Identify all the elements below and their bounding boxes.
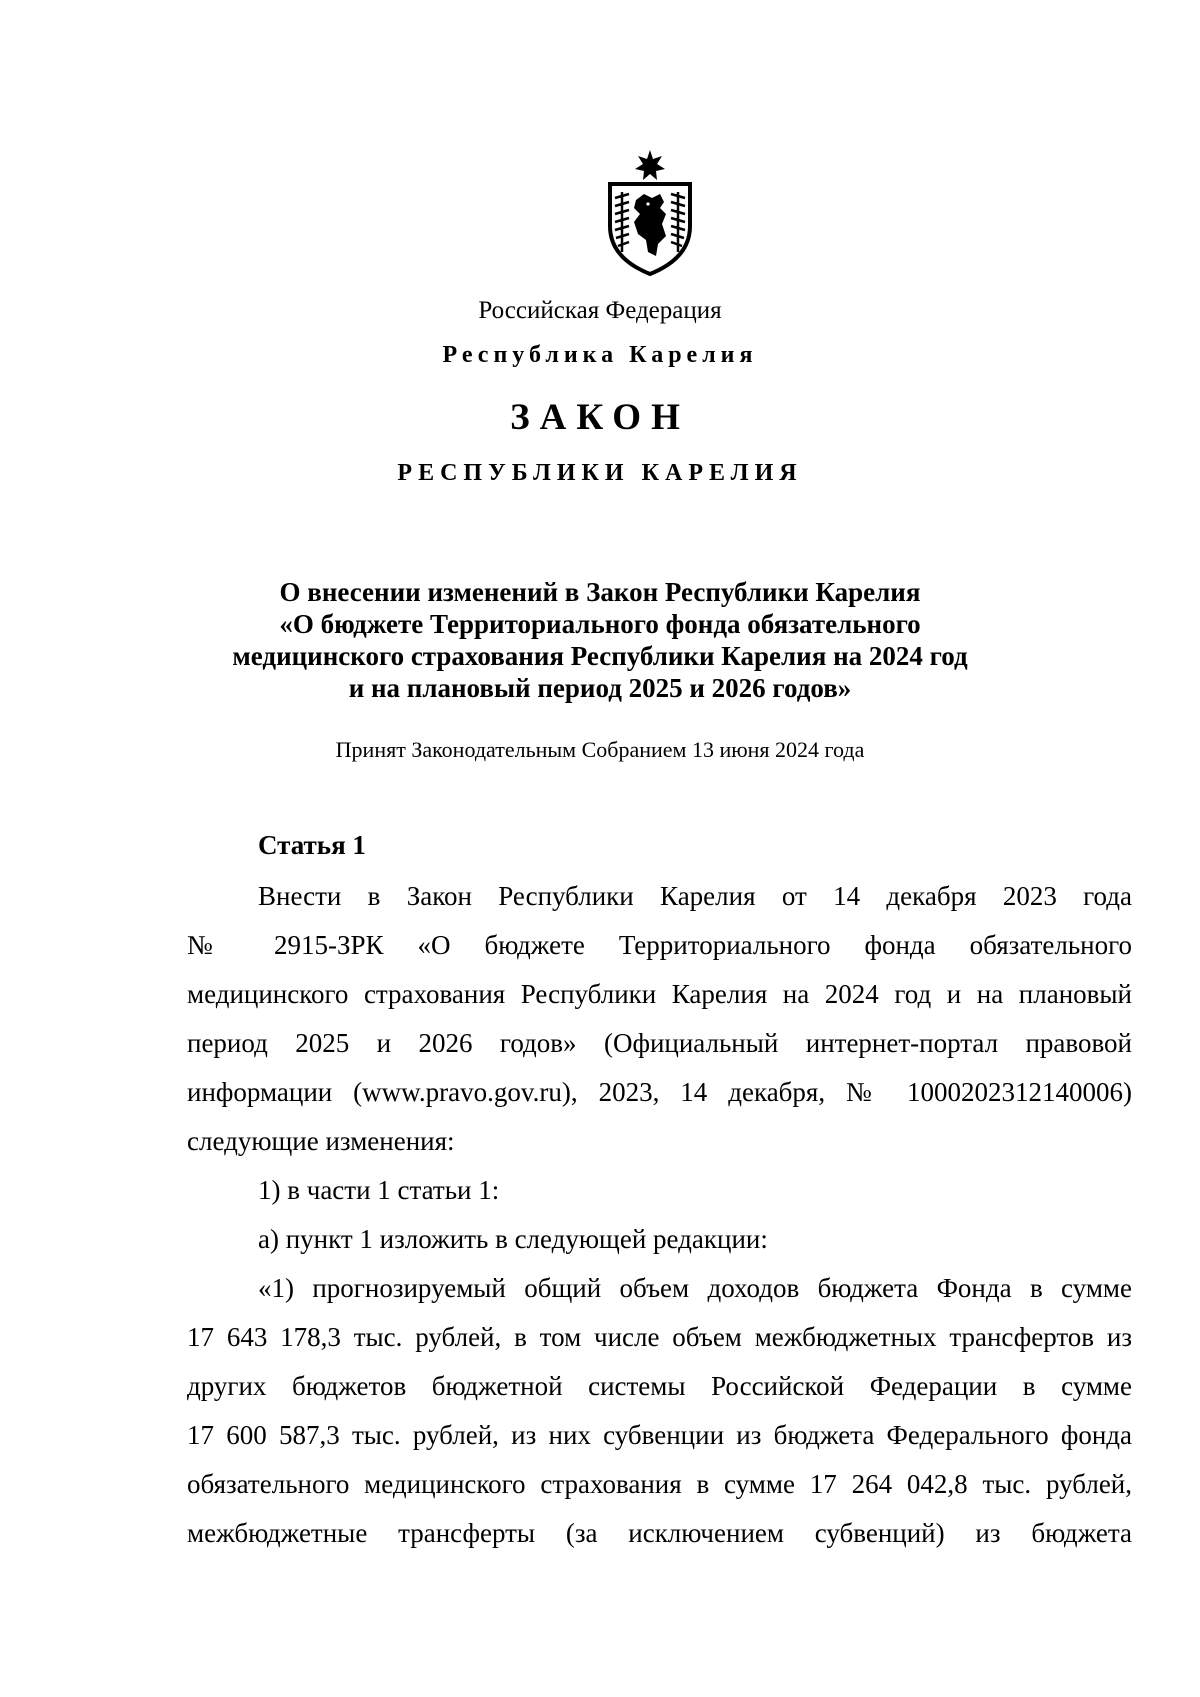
law-title-line: О внесении изменений в Закон Республики Карелия [279, 577, 921, 607]
body-line: № 2915-ЗРК «О бюджете Территориального фонда обязательного [187, 930, 1132, 960]
body-line: 17 600 587,3 тыс. рублей, из них субвенции из бюджета Федерального фонда [187, 1420, 1132, 1450]
law-title-line: медицинского страхования Республики Карелия на 2024 год [232, 641, 968, 671]
law-title-line: и на плановый период 2025 и 2026 годов» [348, 673, 852, 703]
body-line: 17 643 178,3 тыс. рублей, в том числе объем межбюджетных трансфертов из [187, 1322, 1132, 1352]
body-line: медицинского страхования Республики Карелия на 2024 год и на плановый [187, 979, 1132, 1009]
body-line: период 2025 и 2026 годов» (Официальный интернет-портал правовой [187, 1028, 1132, 1058]
body-line: информации (www.pravo.gov.ru), 2023, 14 декабря, № 1000202312140006) [187, 1077, 1132, 1107]
law-title-line: «О бюджете Территориального фонда обязательного [279, 609, 921, 639]
coat-of-arms-icon [602, 148, 698, 276]
adoption-note: Принят Законодательным Собранием 13 июня 2024 года [335, 737, 865, 762]
republic-name: Республика Карелия [442, 342, 758, 368]
body-line: «1) прогнозируемый общий объем доходов бюджета Фонда в сумме [258, 1273, 1132, 1303]
body-line: Внести в Закон Республики Карелия от 14 декабря 2023 года [258, 881, 1132, 911]
document-issuer: РЕСПУБЛИКИ КАРЕЛИЯ [397, 460, 803, 486]
body-line: 1) в части 1 статьи 1: [258, 1175, 500, 1205]
body-line: межбюджетные трансферты (за исключением субвенций) из бюджета [187, 1518, 1132, 1548]
country-name: Российская Федерация [478, 297, 722, 324]
body-line: других бюджетов бюджетной системы Российской Федерации в сумме [187, 1371, 1132, 1401]
document-type: ЗАКОН [510, 397, 690, 438]
body-line: обязательного медицинского страхования в сумме 17 264 042,8 тыс. рублей, [187, 1469, 1132, 1499]
body-line: а) пункт 1 изложить в следующей редакции: [258, 1224, 768, 1254]
article-heading: Статья 1 [258, 830, 366, 860]
body-line: следующие изменения: [187, 1126, 455, 1156]
